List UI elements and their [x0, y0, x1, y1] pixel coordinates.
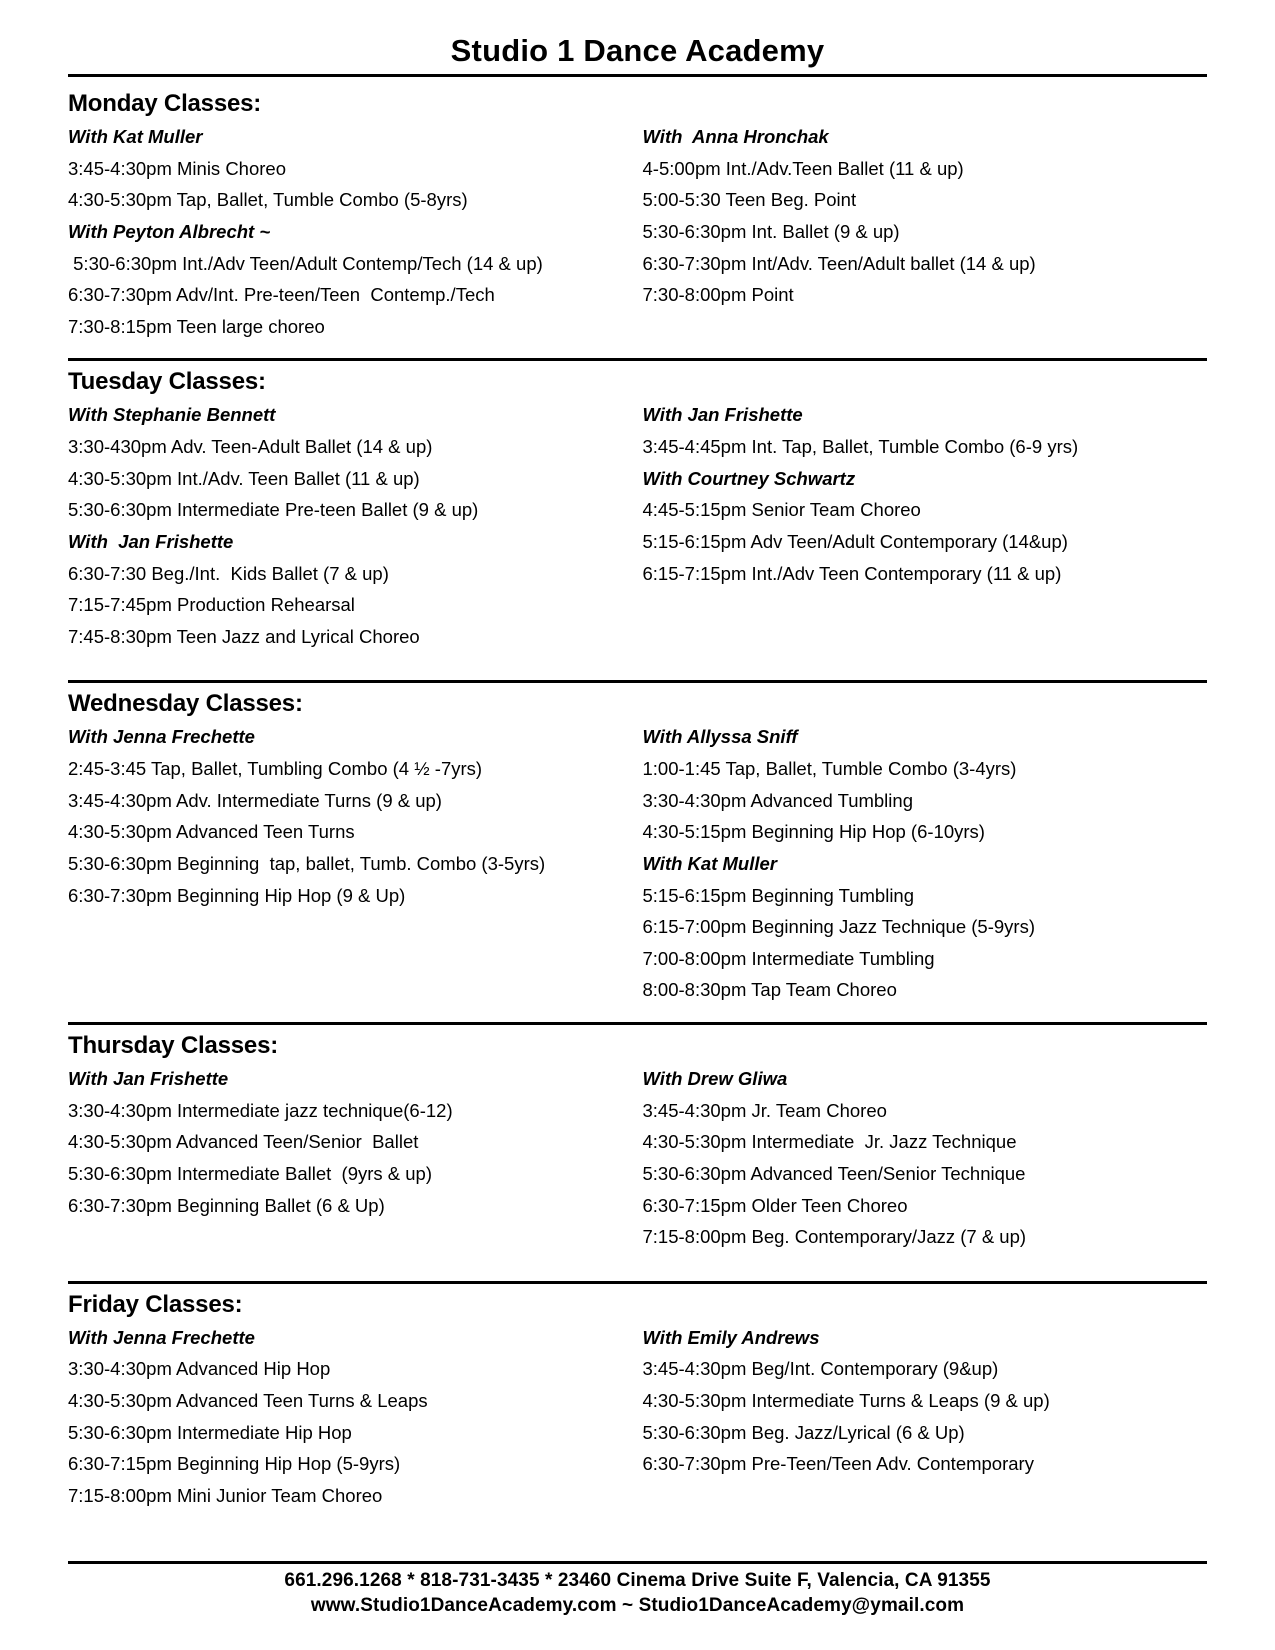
day-columns [68, 1063, 1207, 1253]
section-spacer [68, 1253, 1207, 1275]
instructor-name: With Drew Gliwa [642, 1068, 788, 1090]
class-listing: 4:30-5:30pm Advanced Teen/Senior Ballet [68, 1131, 419, 1153]
class-listing: 2:45-3:45 Tap, Ballet, Tumbling Combo (4 ½ -7yrs) [68, 758, 483, 780]
day-section [68, 1016, 1207, 1275]
class-listing: 3:30-4:30pm Intermediate jazz technique(6-12) [68, 1099, 453, 1121]
class-listing: 6:30-7:30 Beg./Int. Kids Ballet (7 & up) [68, 562, 389, 584]
instructor-name: With Jan Frishette [68, 1068, 229, 1090]
footer [68, 1561, 1207, 1618]
class-listing: 6:15-7:15pm Int./Adv Teen Contemporary (11 & up) [642, 562, 1062, 584]
instructor-name: With Allyssa Sniff [642, 726, 798, 748]
instructor-name: With Courtney Schwartz [642, 467, 856, 489]
class-listing: 7:45-8:30pm Teen Jazz and Lyrical Choreo [68, 625, 420, 647]
day-columns [68, 1322, 1207, 1512]
class-listing: 4:30-5:30pm Int./Adv. Teen Ballet (11 & up) [68, 467, 420, 489]
class-listing: 7:15-7:45pm Production Rehearsal [68, 594, 355, 616]
instructor-name: With Jan Frishette [642, 404, 803, 426]
class-listing: 5:00-5:30 Teen Beg. Point [642, 189, 857, 211]
day-section [68, 674, 1207, 1016]
instructor-name: With Jenna Frechette [68, 1326, 255, 1348]
footer-divider [68, 1561, 1207, 1564]
page-title: Studio 1 Dance Academy [450, 33, 825, 68]
class-listing: 4-5:00pm Int./Adv.Teen Ballet (11 & up) [642, 157, 964, 179]
class-listing: 4:45-5:15pm Senior Team Choreo [642, 499, 921, 521]
class-column-right [643, 1063, 1208, 1253]
footer-web-line: www.Studio1DanceAcademy.com ~ Studio1DanceAcademy@ymail.com [310, 1594, 965, 1616]
instructor-name: With Jenna Frechette [68, 726, 255, 748]
day-divider [68, 1281, 1207, 1284]
class-listing: 5:30-6:30pm Beg. Jazz/Lyrical (6 & Up) [642, 1421, 965, 1443]
class-listing: 5:15-6:15pm Beginning Tumbling [642, 884, 915, 906]
class-listing: 3:45-4:30pm Jr. Team Choreo [642, 1099, 887, 1121]
class-listing: 5:30-6:30pm Int./Adv Teen/Adult Contemp/Tech (14 & up) [68, 252, 543, 274]
class-listing: 7:30-8:15pm Teen large choreo [68, 315, 325, 337]
instructor-name: With Kat Muller [642, 852, 777, 874]
class-listing: 6:30-7:30pm Beginning Hip Hop (9 & Up) [68, 884, 406, 906]
class-listing: 4:30-5:30pm Intermediate Jr. Jazz Technique [642, 1131, 1017, 1153]
class-listing: 5:30-6:30pm Intermediate Pre-teen Ballet (9 & up) [68, 499, 479, 521]
class-listing: 6:15-7:00pm Beginning Jazz Technique (5-9yrs) [642, 916, 1035, 938]
instructor-name: With Stephanie Bennett [68, 404, 276, 426]
class-listing: 3:30-4:30pm Advanced Tumbling [642, 789, 913, 811]
instructor-name: With Kat Muller [68, 126, 203, 148]
class-column-left [68, 399, 643, 652]
class-listing: 5:15-6:15pm Adv Teen/Adult Contemporary (14&up) [642, 530, 1068, 552]
class-listing: 5:30-6:30pm Advanced Teen/Senior Technique [642, 1162, 1026, 1184]
day-section [68, 1275, 1207, 1512]
class-listing: 5:30-6:30pm Intermediate Ballet (9yrs & up) [68, 1162, 433, 1184]
section-spacer [68, 342, 1207, 352]
section-spacer [68, 1006, 1207, 1016]
day-heading: Tuesday Classes: [68, 368, 266, 396]
class-listing: 4:30-5:30pm Tap, Ballet, Tumble Combo (5-8yrs) [68, 189, 468, 211]
class-listing: 4:30-5:30pm Advanced Teen Turns & Leaps [68, 1390, 428, 1412]
class-listing: 7:15-8:00pm Mini Junior Team Choreo [68, 1484, 383, 1506]
day-heading: Wednesday Classes: [68, 690, 303, 718]
class-listing: 7:15-8:00pm Beg. Contemporary/Jazz (7 & up) [642, 1226, 1027, 1248]
class-listing: 3:45-4:30pm Adv. Intermediate Turns (9 & up) [68, 789, 442, 811]
class-listing: 4:30-5:30pm Advanced Teen Turns [68, 821, 355, 843]
class-listing: 3:30-4:30pm Advanced Hip Hop [68, 1358, 331, 1380]
day-columns [68, 399, 1207, 652]
class-column-left [68, 721, 643, 911]
class-listing: 3:30-430pm Adv. Teen-Adult Ballet (14 & up) [68, 436, 433, 458]
class-column-left [68, 1322, 643, 1512]
class-listing: 3:45-4:45pm Int. Tap, Ballet, Tumble Combo (6-9 yrs) [642, 436, 1079, 458]
class-listing: 4:30-5:30pm Intermediate Turns & Leaps (9 & up) [642, 1390, 1050, 1412]
day-section [68, 352, 1207, 674]
class-listing: 6:30-7:30pm Beginning Ballet (6 & Up) [68, 1194, 385, 1216]
class-listing: 8:00-8:30pm Tap Team Choreo [642, 979, 897, 1001]
class-listing: 6:30-7:15pm Beginning Hip Hop (5-9yrs) [68, 1453, 401, 1475]
instructor-name: With Emily Andrews [642, 1326, 820, 1348]
class-listing: 4:30-5:15pm Beginning Hip Hop (6-10yrs) [642, 821, 985, 843]
section-spacer [68, 652, 1207, 674]
class-listing: 1:00-1:45 Tap, Ballet, Tumble Combo (3-4yrs) [642, 758, 1017, 780]
day-section [68, 77, 1207, 352]
class-listing: 6:30-7:30pm Int/Adv. Teen/Adult ballet (14 & up) [642, 252, 1036, 274]
day-columns [68, 121, 1207, 342]
class-listing: 5:30-6:30pm Beginning tap, ballet, Tumb. Combo (3-5yrs) [68, 852, 546, 874]
class-listing: 5:30-6:30pm Intermediate Hip Hop [68, 1421, 352, 1443]
class-column-right [643, 399, 1208, 589]
class-listing: 6:30-7:30pm Adv/Int. Pre-teen/Teen Contemp./Tech [68, 284, 495, 306]
class-listing: 7:00-8:00pm Intermediate Tumbling [642, 947, 935, 969]
day-columns [68, 721, 1207, 1006]
instructor-name: With Jan Frishette [68, 530, 234, 552]
instructor-name: With Peyton Albrecht ~ [68, 220, 271, 242]
day-divider [68, 358, 1207, 361]
class-listing: 6:30-7:15pm Older Teen Choreo [642, 1194, 908, 1216]
class-column-right [643, 721, 1208, 1006]
class-listing: 3:45-4:30pm Beg/Int. Contemporary (9&up) [642, 1358, 999, 1380]
class-column-left [68, 1063, 643, 1221]
class-listing: 3:45-4:30pm Minis Choreo [68, 157, 286, 179]
footer-contact-line: 661.296.1268 * 818-731-3435 * 23460 Cinema Drive Suite F, Valencia, CA 91355 [284, 1569, 991, 1591]
day-sections [68, 77, 1207, 1512]
class-listing: 6:30-7:30pm Pre-Teen/Teen Adv. Contemporary [642, 1453, 1034, 1475]
instructor-name: With Anna Hronchak [642, 126, 829, 148]
class-column-right [643, 121, 1208, 311]
class-column-right [643, 1322, 1208, 1480]
class-column-left [68, 121, 643, 342]
class-listing: 7:30-8:00pm Point [642, 284, 794, 306]
day-divider [68, 1022, 1207, 1025]
day-heading: Thursday Classes: [68, 1032, 279, 1060]
class-listing: 5:30-6:30pm Int. Ballet (9 & up) [642, 220, 900, 242]
day-heading: Friday Classes: [68, 1290, 243, 1318]
day-heading: Monday Classes: [68, 90, 262, 118]
day-divider [68, 680, 1207, 683]
